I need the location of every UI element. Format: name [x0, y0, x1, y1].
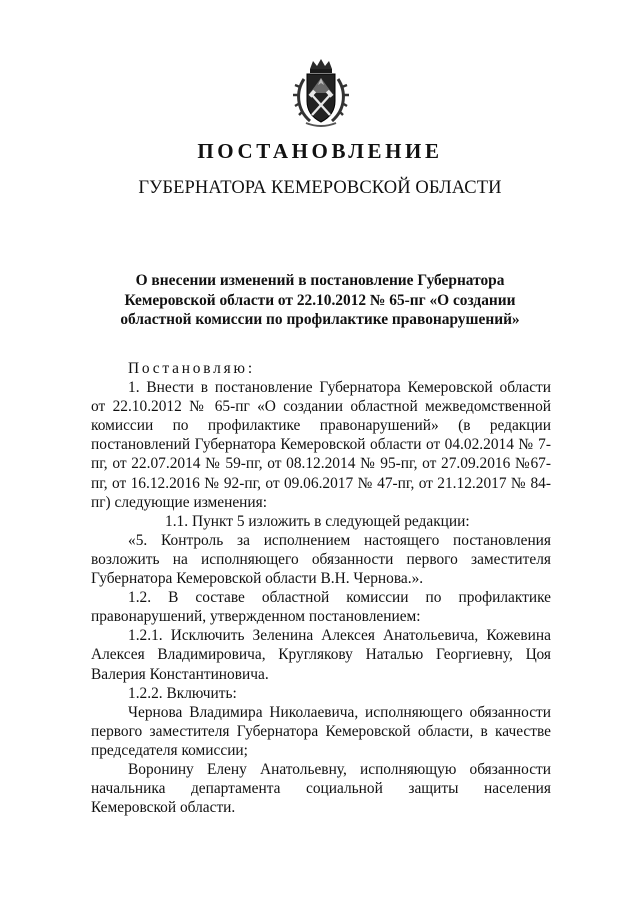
document-type-title: ПОСТАНОВЛЕНИЕ: [197, 139, 443, 163]
paragraph-1-2-2-b: Воронину Елену Анатольевну, исполняющую обязанности начальника департамента социальной защиты населения Кемеровской области.: [91, 760, 551, 817]
document-heading: О внесении изменений в постановление Губернатора Кемеровской области от 22.10.2012 № 65-пг «О создании областной комиссии по профилактике правонарушений»: [120, 272, 520, 328]
paragraph-1-1-quote: «5. Контроль за исполнением настоящего постановления возложить на исполняющего обязанности первого заместителя Губернатора Кемеровской области В.Н. Чернова.».: [91, 531, 551, 588]
paragraph-1-2-2: 1.2.2. Включить:: [128, 684, 237, 702]
paragraph-1: 1. Внести в постановление Губернатора Кемеровской области от 22.10.2012 № 65-пг «О создании областной межведомственной комиссии по профилактике правонарушений» (в редакции постановлений Губернатора Кемеровской области от 04.02.2014 № 7-пг, от 22.07.2014 № 59-пг, от 08.12.2014 № 95-пг, от 27.09.2016 №67-пг, от 16.12.2016 № 92-пг, от 09.06.2017 № 47-пг, от 21.12.2017 № 84-пг) следующие изменения:: [91, 379, 551, 511]
paragraph-1-1-label: 1.1.: [165, 512, 189, 530]
paragraph-1-1: [91, 512, 551, 531]
paragraph-1-2-2-a: Чернова Владимира Николаевича, исполняющего обязанности первого заместителя Губернатора Кемеровской области, в качестве председателя комиссии;: [91, 703, 551, 759]
document-body: [91, 359, 551, 817]
kemerovo-coat-of-arms-emblem: [290, 57, 352, 129]
paragraph-1-1-text: Пункт 5 изложить в следующей редакции:: [191, 512, 470, 530]
paragraph-1-2: 1.2. В составе областной комиссии по профилактике правонарушений, утвержденном постановлением:: [91, 589, 551, 626]
decree-word: Постановляю:: [128, 360, 255, 377]
issuer-title: ГУБЕРНАТОРА КЕМЕРОВСКОЙ ОБЛАСТИ: [138, 178, 502, 198]
paragraph-1-2-1: 1.2.1. Исключить Зеленина Алексея Анатольевича, Кожевина Алексея Владимировича, Круглякову Наталью Георгиевну, Цоя Валерия Константиновича.: [91, 627, 551, 683]
